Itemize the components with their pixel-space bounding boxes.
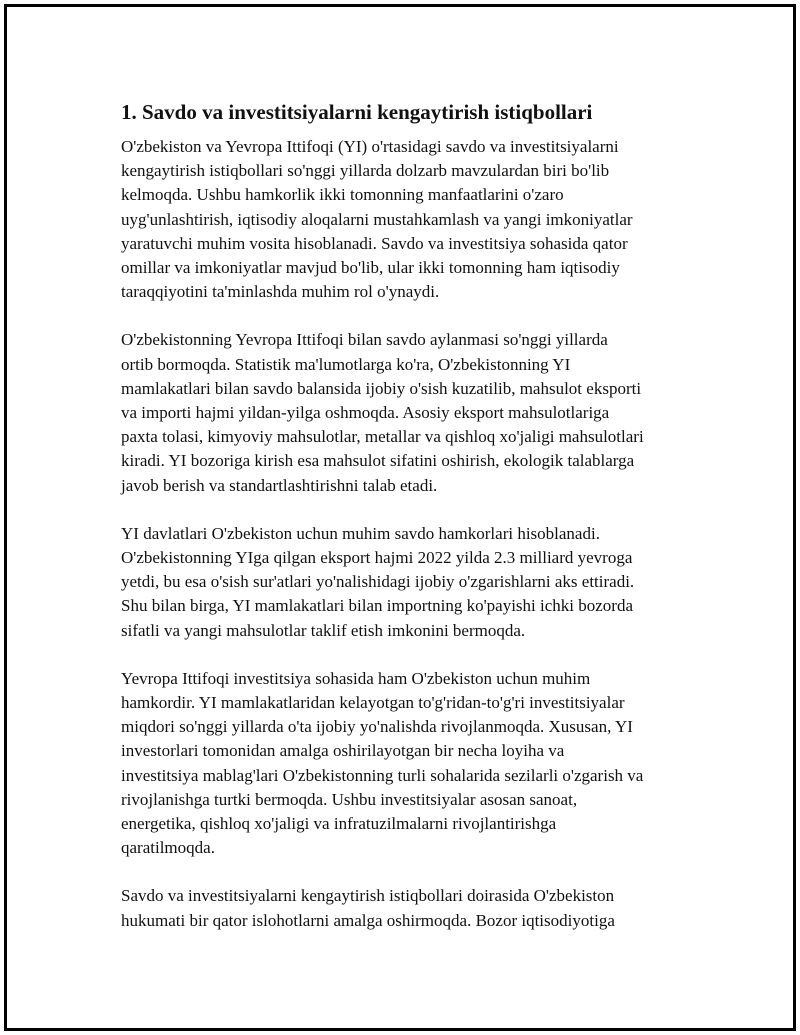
text-line: investorlari tomonidan amalga oshirilayotgan bir necha loyiha va bbox=[121, 741, 565, 761]
text-line: Savdo va investitsiyalarni kengaytirish istiqbollari doirasida O'zbekiston bbox=[121, 886, 615, 906]
text-line: uyg'unlashtirish, iqtisodiy aloqalarni mustahkamlash va yangi imkoniyatlar bbox=[121, 209, 633, 229]
paragraph-5 bbox=[121, 884, 701, 932]
text-line: YI davlatlari O'zbekiston uchun muhim savdo hamkorlari hisoblanadi. bbox=[121, 523, 600, 543]
text-line: hukumati bir qator islohotlarni amalga oshirmoqda. Bozor iqtisodiyotiga bbox=[121, 910, 615, 930]
page-frame bbox=[4, 4, 796, 1031]
text-line: kelmoqda. Ushbu hamkorlik ikki tomonning manfaatlarini o'zaro bbox=[121, 185, 564, 205]
text-line: miqdori so'nggi yillarda o'ta ijobiy yo'nalishda rivojlanmoqda. Xususan, YI bbox=[121, 717, 633, 737]
section-heading: 1. Savdo va investitsiyalarni kengaytirish istiqbollari bbox=[121, 100, 593, 124]
text-line: mamlakatlari bilan savdo balansida ijobiy o'sish kuzatilib, mahsulot eksporti bbox=[121, 378, 642, 398]
text-line: yetdi, bu esa o'sish sur'atlari yo'nalishidagi ijobiy o'zgarishlarni aks ettiradi. bbox=[121, 572, 635, 592]
text-line: investitsiya mablag'lari O'zbekistonning turli sohalarida sezilarli o'zgarish va bbox=[121, 765, 644, 785]
paragraph-2 bbox=[121, 328, 701, 497]
paragraph-4 bbox=[121, 667, 701, 861]
text-line: sifatli va yangi mahsulotlar taklif etish imkonini bermoqda. bbox=[121, 620, 526, 640]
text-line: omillar va imkoniyatlar mavjud bo'lib, ular ikki tomonning ham iqtisodiy bbox=[121, 258, 620, 278]
text-line: Yevropa Ittifoqi investitsiya sohasida ham O'zbekiston uchun muhim bbox=[121, 668, 591, 688]
text-line: rivojlanishga turtki bermoqda. Ushbu investitsiyalar asosan sanoat, bbox=[121, 789, 578, 809]
paragraph-3 bbox=[121, 522, 701, 643]
text-line: ortib bormoqda. Statistik ma'lumotlarga ko'ra, O'zbekistonning YI bbox=[121, 354, 571, 374]
text-line: Shu bilan birga, YI mamlakatlari bilan importning ko'payishi ichki bozorda bbox=[121, 596, 634, 616]
document-body bbox=[121, 99, 701, 957]
text-line: O'zbekistonning Yevropa Ittifoqi bilan savdo aylanmasi so'nggi yillarda bbox=[121, 330, 608, 350]
text-line: energetika, qishloq xo'jaligi va infratuzilmalarni rivojlantirishga bbox=[121, 814, 557, 834]
text-line: kiradi. YI bozoriga kirish esa mahsulot sifatini oshirish, ekologik talablarga bbox=[121, 451, 635, 471]
text-line: hamkordir. YI mamlakatlaridan kelayotgan to'g'ridan-to'g'ri investitsiyalar bbox=[121, 693, 625, 713]
text-line: paxta tolasi, kimyoviy mahsulotlar, metallar va qishloq xo'jaligi mahsulotlari bbox=[121, 427, 644, 447]
text-line: O'zbekiston va Yevropa Ittifoqi (YI) o'rtasidagi savdo va investitsiyalarni bbox=[121, 137, 619, 156]
text-line: javob berish va standartlashtirishni talab etadi. bbox=[121, 475, 438, 495]
text-line: va importi hajmi yildan-yilga oshmoqda. Asosiy eksport mahsulotlariga bbox=[121, 403, 610, 423]
paragraph-1 bbox=[121, 135, 701, 304]
text-line: qaratilmoqda. bbox=[121, 838, 215, 858]
text-line: O'zbekistonning YIga qilgan eksport hajmi 2022 yilda 2.3 milliard yevroga bbox=[121, 548, 633, 568]
text-line: taraqqiyotini ta'minlashda muhim rol o'ynaydi. bbox=[121, 282, 440, 302]
text-line: kengaytirish istiqbollari so'nggi yillarda dolzarb mavzulardan biri bo'lib bbox=[121, 161, 610, 181]
text-line: yaratuvchi muhim vosita hisoblanadi. Savdo va investitsiya sohasida qator bbox=[121, 233, 628, 253]
